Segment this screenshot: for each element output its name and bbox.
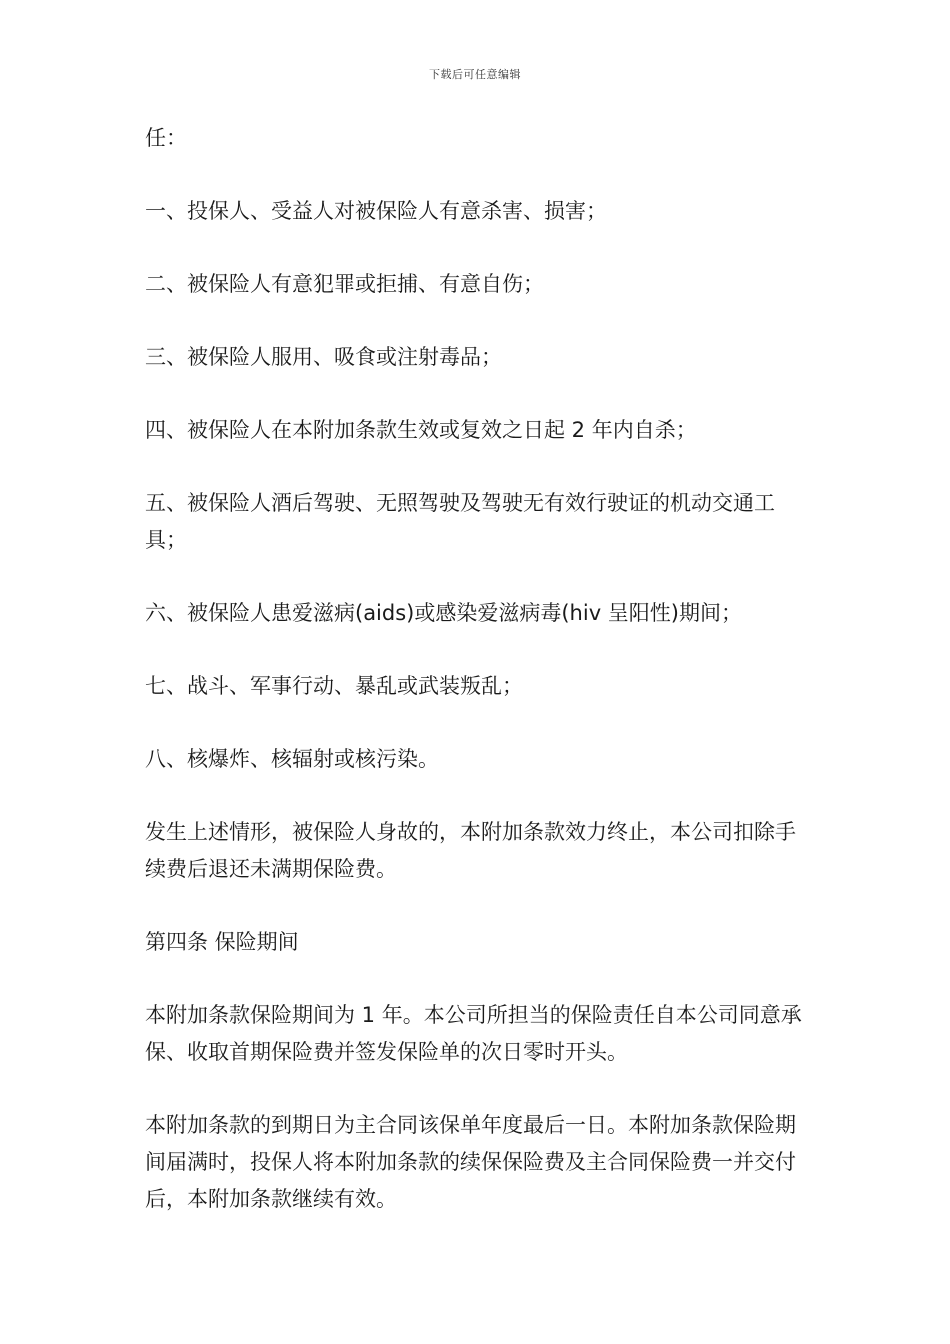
exclusion-item-1: 一、投保人、受益人对被保险人有意杀害、损害； [145, 199, 607, 223]
exclusion-item-8: 八、核爆炸、核辐射或核污染。 [145, 747, 439, 771]
exclusion-item-5: 五、被保险人酒后驾驶、无照驾驶及驾驶无有效行驶证的机动交通工具； [145, 491, 775, 552]
exclusion-item-4: 四、被保险人在本附加条款生效或复效之日起 2 年内自杀； [145, 418, 697, 442]
exclusion-item-2: 二、被保险人有意犯罪或拒捕、有意自伤； [145, 272, 544, 296]
exclusion-item-6: 六、被保险人患爱滋病(aids)或感染爱滋病毒(hiv 呈阳性)期间； [145, 601, 742, 625]
exclusion-item-7: 七、战斗、军事行动、暴乱或武装叛乱； [145, 674, 523, 698]
renewal-paragraph: 本附加条款的到期日为主合同该保单年度最后一日。本附加条款保险期间届满时，投保人将本附加条款的续保保险费及主合同保险费一并交付后，本附加条款继续有效。 [145, 1113, 796, 1211]
exclusion-item-3: 三、被保险人服用、吸食或注射毒品； [145, 345, 502, 369]
paragraph-continuation: 任： [145, 126, 187, 150]
document-body [145, 120, 807, 1218]
page-header-note: 下载后可任意编辑 [429, 68, 521, 81]
termination-paragraph: 发生上述情形，被保险人身故的，本附加条款效力终止，本公司扣除手续费后退还未满期保险费。 [145, 820, 796, 881]
section-heading-article-4: 第四条 保险期间 [145, 930, 299, 954]
insurance-period-paragraph: 本附加条款保险期间为 1 年。本公司所担当的保险责任自本公司同意承保、收取首期保险费并签发保险单的次日零时开头。 [145, 1003, 802, 1064]
